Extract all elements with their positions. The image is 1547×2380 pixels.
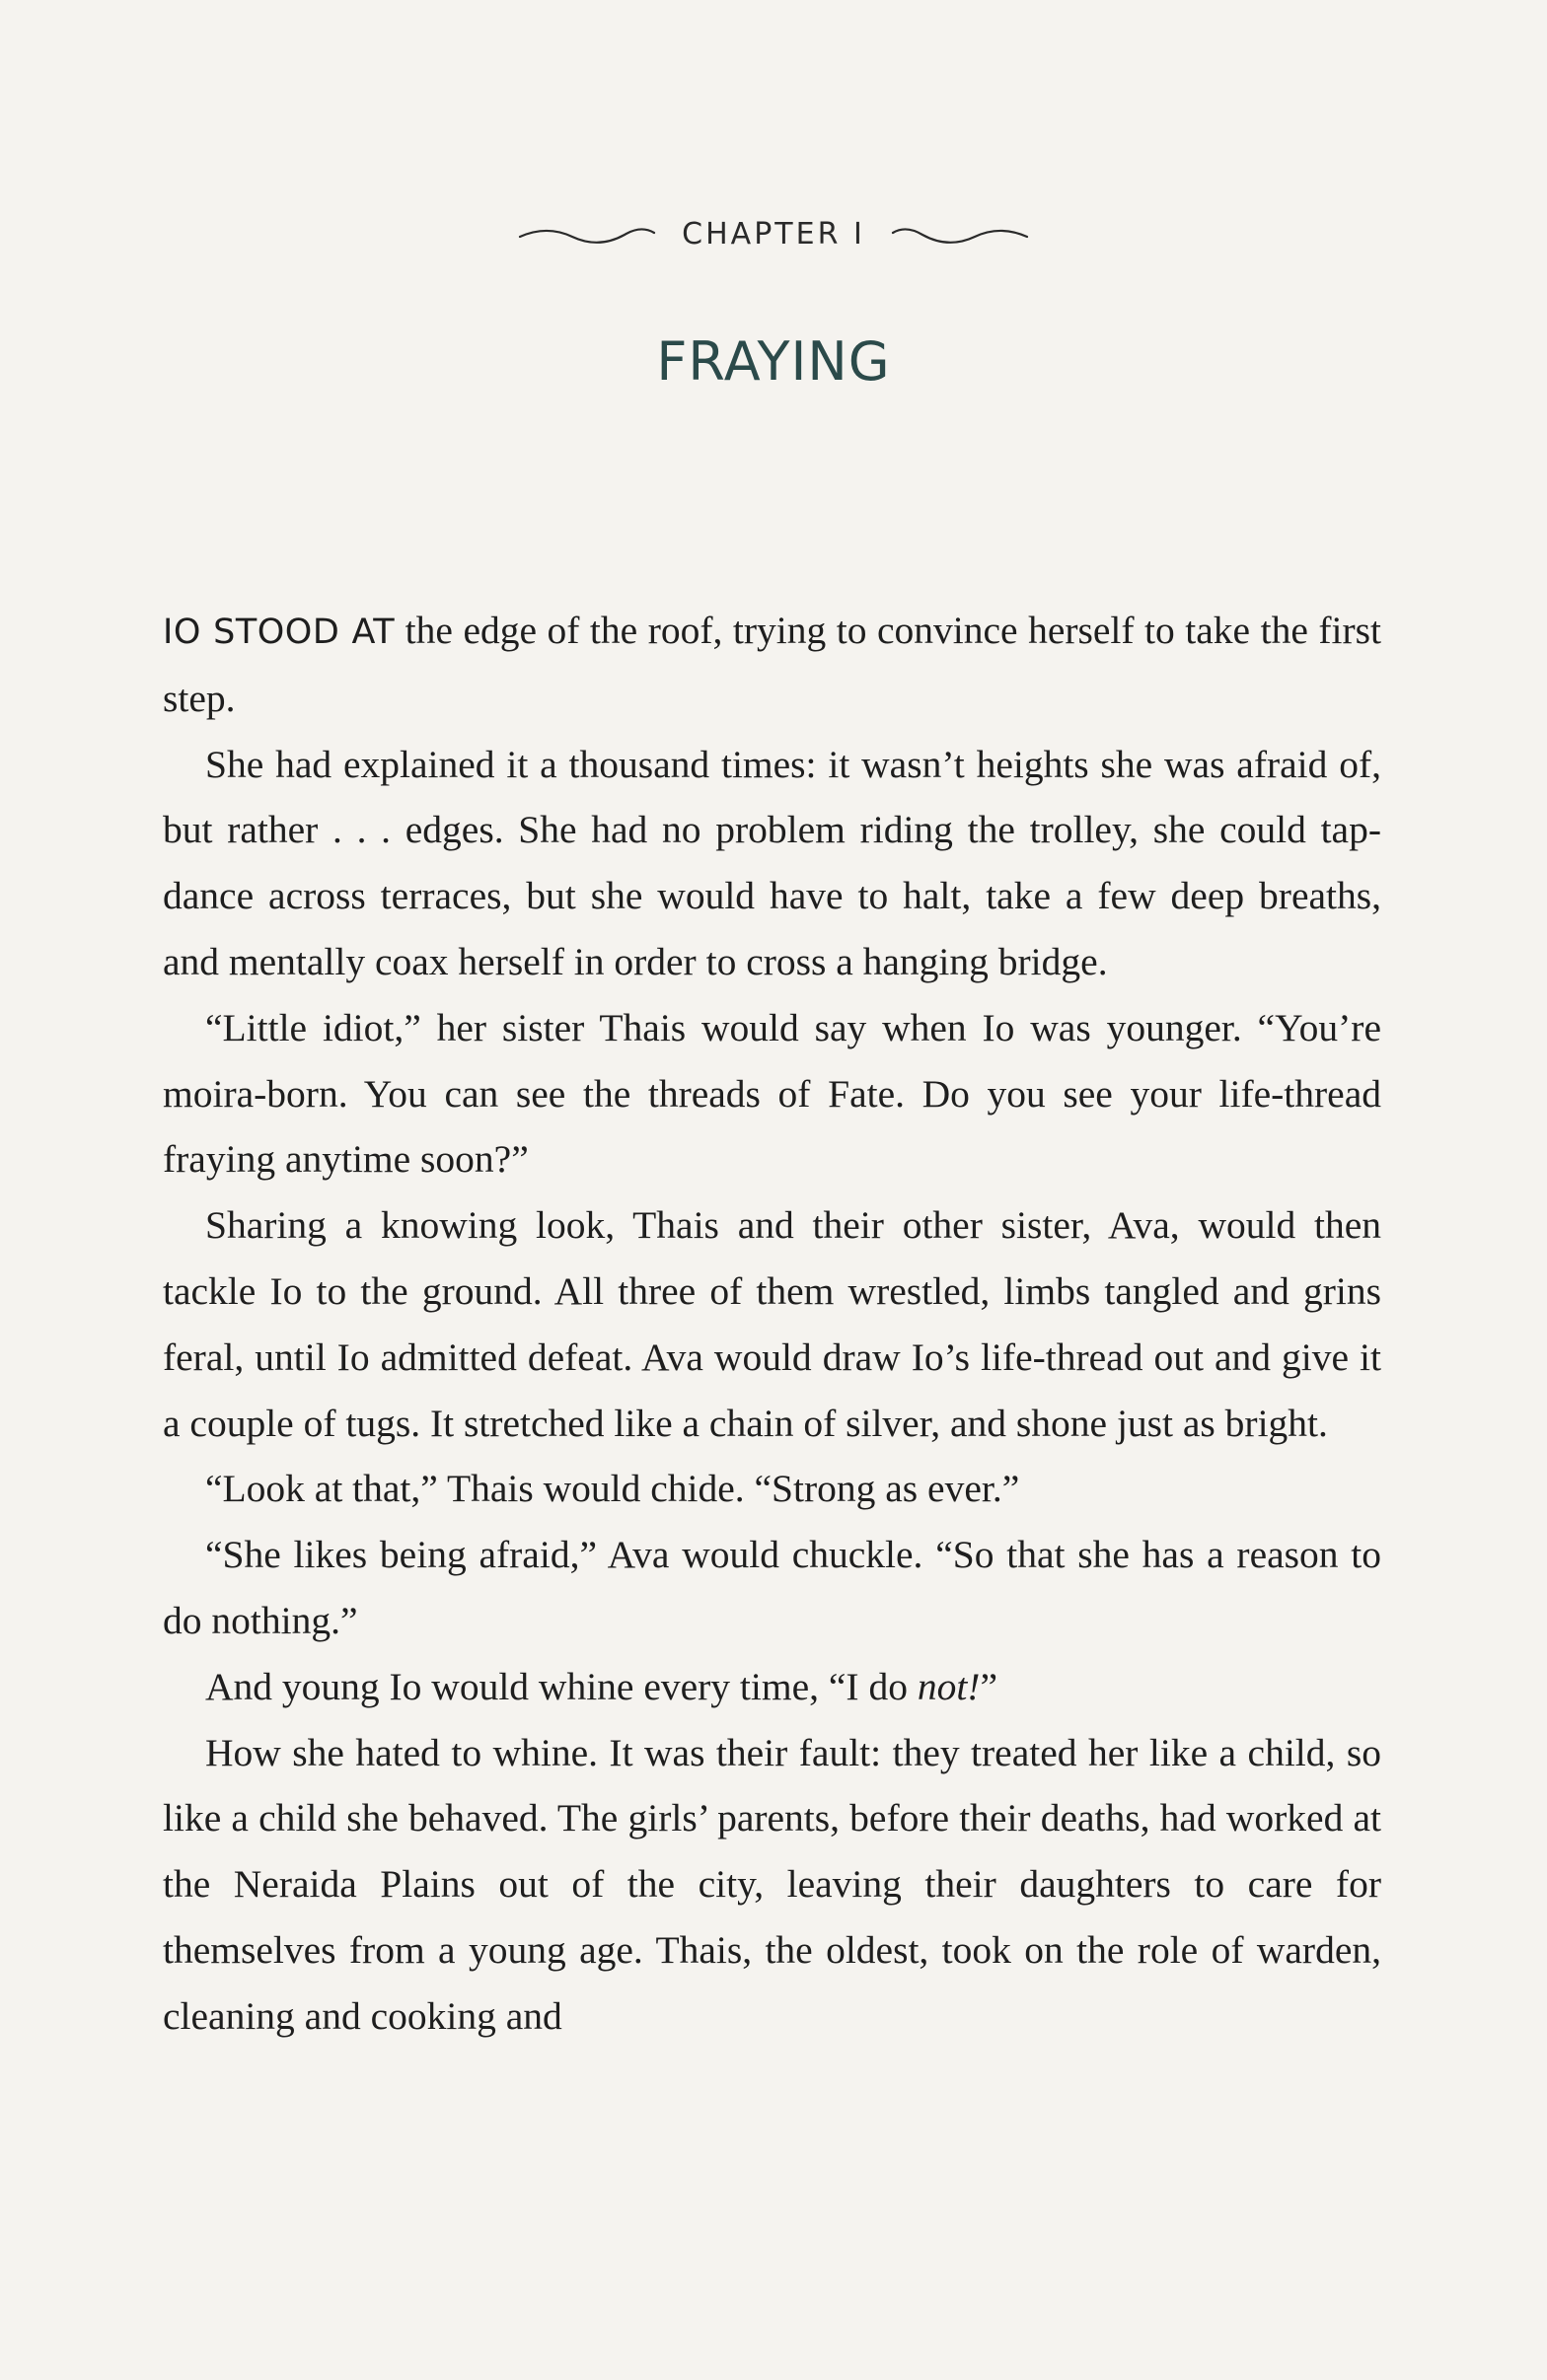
lead-in: IO STOOD AT — [163, 613, 396, 652]
paragraph: How she hated to whine. It was their fault: they treated her like a child, so like a child she behaved. The girls’ parents, before their deaths, had worked at the Neraida Plains out of the city, leaving their daughters to care for themselves from a young age. Thais, the oldest, took on the role of warden, cleaning and cooking and — [163, 1730, 1381, 2038]
left-swash-ornament — [518, 221, 656, 249]
right-swash-ornament — [891, 221, 1029, 249]
paragraph — [163, 598, 1381, 732]
paragraph-text: the edge of the roof, trying to convince herself to take the first step. — [163, 609, 1381, 720]
paragraph-text: And young Io would whine every time, “I do — [205, 1664, 918, 1708]
chapter-label: CHAPTER I — [682, 217, 865, 252]
paragraph: She had explained it a thousand times: it wasn’t heights she was afraid of, but rather . . . edges. She had no problem riding the trolley, she could tap-dance across terraces, but she would have to halt, take a few deep breaths, and mentally coax herself in order to cross a hanging bridge. — [163, 742, 1381, 983]
chapter-title: FRAYING — [656, 330, 891, 393]
paragraph: “Look at that,” Thais would chide. “Strong as ever.” — [205, 1467, 1020, 1511]
paragraph: “She likes being afraid,” Ava would chuckle. “So that she has a reason to do nothing.” — [163, 1533, 1381, 1642]
paragraph — [163, 1654, 1381, 1720]
paragraph: Sharing a knowing look, Thais and their other sister, Ava, would then tackle Io to the ground. All three of them wrestled, limbs tangled and grins feral, until Io admitted defeat. Ava would draw Io’s life-thread out and give it a couple of tugs. It stretched like a chain of silver, and shone just as bright. — [163, 1203, 1381, 1445]
chapter-header — [0, 217, 1547, 266]
paragraph: “Little idiot,” her sister Thais would say when Io was younger. “You’re moira-born. You can see the threads of Fate. Do you see your life-thread fraying anytime soon?” — [163, 1005, 1381, 1182]
chapter-body — [163, 598, 1381, 2050]
paragraph-text: ” — [980, 1664, 998, 1708]
emphasized-word: not! — [917, 1664, 981, 1708]
